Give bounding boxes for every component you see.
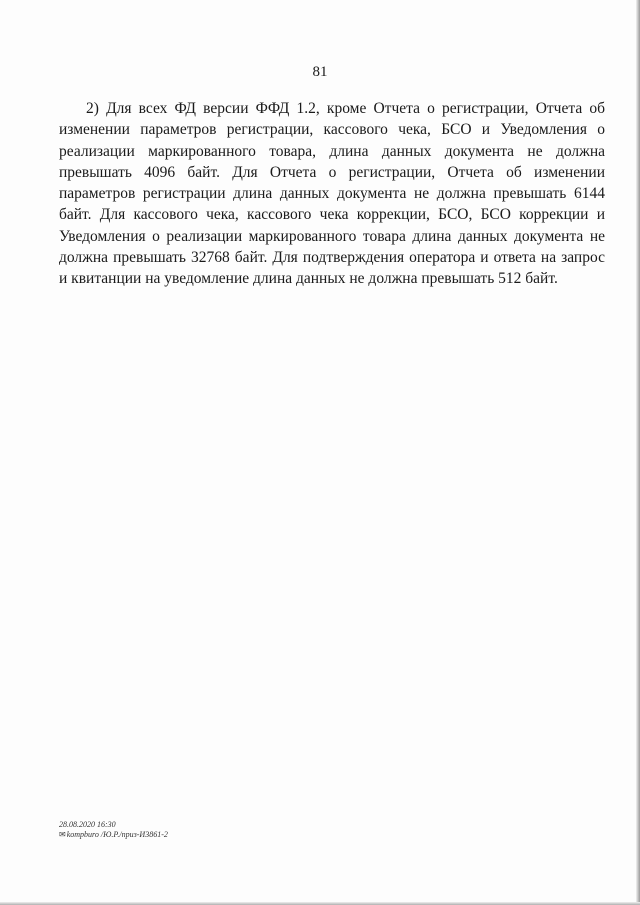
footer-timestamp: 28.08.2020 16:30 [59, 820, 116, 829]
document-footer [59, 820, 168, 840]
footer-source: kompburo /Ю.Р./npuз-И3861-2 [66, 830, 168, 839]
page-number: 81 [312, 64, 328, 80]
footer-source-line [59, 830, 168, 840]
document-stamp-icon: ✉ [59, 830, 66, 839]
body-paragraph: 2) Для всех ФД версии ФФД 1.2, кроме Отчета о регистрации, Отчета об изменении параметров регистрации, кассового чека, БСО и Уведомления о реализации маркированного товара, длина данных документа не должна превышать 4096 байт. Для Отчета о регистрации, Отчета об изменении параметров регистрации длина данных документа не должна превышать 6144 байт. Для кассового чека, кассового чека коррекции, БСО, БСО коррекции и Уведомления о реализации маркированного товара длина данных документа не должна превышать 32768 байт. Для подтверждения оператора и ответа на запрос и квитанции на уведомление длина данных не должна превышать 512 байт. [59, 100, 605, 288]
page-edge-shadow-right [636, 0, 640, 905]
